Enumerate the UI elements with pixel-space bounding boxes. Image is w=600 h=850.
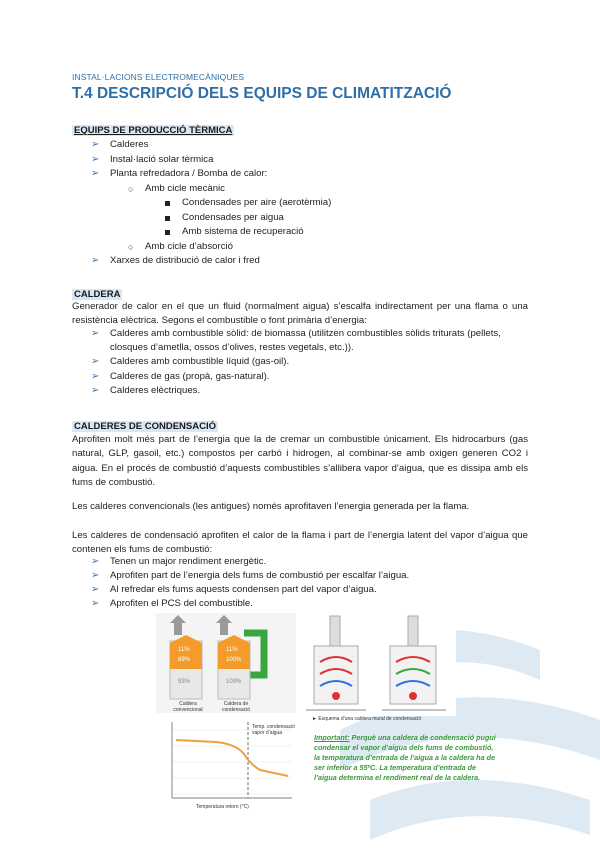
- equips-list: [91, 138, 332, 269]
- important-note: [314, 733, 500, 783]
- condensacio-paragraph-3: Les calderes de condensació aprofiten el calor de la flama i part de l’energia latent del vapor d’aigua que contenen els fums de combustió:: [72, 530, 528, 556]
- arrow-bullet-icon: ➢: [91, 153, 100, 165]
- left-pct-mid: 89%: [178, 657, 191, 663]
- square-bullet-icon: [165, 216, 170, 221]
- list-item: Amb sistema de recuperació: [182, 225, 331, 240]
- wall-boiler-scheme-illustration: [306, 612, 456, 716]
- page-title: T.4 DESCRIPCIÓ DELS EQUIPS DE CLIMATITZACIÓ: [72, 85, 452, 102]
- list-item: ➢ Xarxes de distribució de calor i fred: [110, 254, 331, 269]
- arrow-bullet-icon: ➢: [91, 370, 100, 382]
- list-item: ➢ Instal·lació solar tèrmica: [110, 153, 331, 168]
- condensacio-paragraph-1: Aprofiten molt més part de l’energia que la de cremar un combustible únicament. Els hidrocarburs (gas natural, GLP, gasoil, etc.) compostos per carbó i hidrogen, al combinar-se amb oxigen generen CO2 i aigua. En el procés de combustió d’aquests combustibles s’allibera vapor d’aigua, que es dissipa amb els fums de combustió.: [72, 434, 528, 489]
- condensation-temp-label: Temp. condensació vapor d’aigua: [252, 724, 296, 736]
- arrow-bullet-icon: ➢: [91, 570, 100, 581]
- list-item: ➢ Aprofiten part de l’energia dels fums de combustió per escalfar l’aigua.: [91, 570, 410, 581]
- arrow-bullet-icon: ➢: [91, 139, 100, 150]
- left-pct-bot: 93%: [178, 679, 191, 685]
- right-pct-mid: 100%: [226, 657, 242, 663]
- list-item: ○ Amb cicle mecànic: [145, 182, 331, 197]
- condensacio-paragraph-2: Les calderes convencionals (les antigues) només aprofitaven l’energia generada per la flama.: [72, 501, 470, 512]
- important-text: Perquè una caldera de condensació pugui condensar el vapor d’aigua dels fums de combustió, la temperatura d’entrada de l’aigua a la caldera ha de ser inferior a 55ºC. La temperatura d’entrada de l’aigua determina el rendiment real de la caldera.: [314, 733, 496, 782]
- wall-boiler-caption: ► Esquema d’una caldera mural de condensació: [312, 716, 422, 722]
- list-item: ➢ Calderes amb combustible líquid (gas-oil).: [110, 355, 528, 370]
- arrow-bullet-icon: ➢: [91, 584, 100, 595]
- arrow-bullet-icon: ➢: [91, 556, 100, 567]
- section-title-caldera: CALDERA: [74, 289, 121, 300]
- caldera-intro: Generador de calor en el que un fluid (normalment aigua) s’escalfa indirectament per una flama o una resistència elèctrica. Segons el combustible o font primària d’energia:: [72, 301, 528, 327]
- list-item: Condensades per aigua: [182, 211, 331, 226]
- arrow-bullet-icon: ➢: [91, 168, 100, 179]
- list-item: ➢ Calderes: [110, 138, 331, 153]
- arrow-bullet-icon: ➢: [91, 385, 100, 396]
- circle-bullet-icon: ○: [128, 241, 134, 252]
- efficiency-chart-xlabel: Temperatura retorn (°C): [196, 804, 249, 810]
- list-item: ➢ Al refredar els fums aquests condensen part del vapor d’aigua.: [91, 584, 377, 595]
- boiler-comparison-illustration: [156, 613, 296, 713]
- important-label: Important:: [314, 733, 350, 742]
- list-item: ➢ Calderes amb combustible sòlid: de biomassa (utilitzen combustibles sòlids triturats (pellets, closques d’ametlla, ossos d’olives, restes vegetals, etc.)).: [91, 328, 501, 353]
- list-item: ➢ Calderes de gas (propà, gas-natural).: [110, 370, 528, 385]
- circle-bullet-icon: ○: [128, 183, 134, 194]
- list-item: Condensades per aire (aerotèrmia): [182, 196, 331, 211]
- arrow-bullet-icon: ➢: [91, 356, 100, 367]
- arrow-bullet-icon: ➢: [91, 598, 100, 609]
- arrow-bullet-icon: ➢: [91, 255, 100, 266]
- header-kicker: INSTAL·LACIONS ELECTROMECÀNIQUES: [72, 72, 245, 82]
- right-boiler-label: Caldera de condensació: [221, 701, 251, 713]
- square-bullet-icon: [165, 230, 170, 235]
- caldera-list: [91, 327, 528, 399]
- square-bullet-icon: [165, 201, 170, 206]
- list-item: ○ Amb cicle d’absorció: [145, 240, 331, 255]
- section-title-condensacio: CALDERES DE CONDENSACIÓ: [74, 421, 216, 432]
- list-item: ➢ Tenen un major rendiment energètic.: [91, 556, 267, 567]
- figure-boiler-comparison: [156, 613, 296, 713]
- list-item: ➢ Aprofiten el PCS del combustible.: [91, 598, 253, 609]
- list-item: ➢ Calderes elèctriques.: [110, 384, 528, 399]
- figure-efficiency-chart: [156, 718, 296, 818]
- left-boiler-label: Caldera convencional: [173, 701, 203, 713]
- left-pct-top: 11%: [178, 647, 190, 653]
- right-pct-bot: 109%: [226, 679, 242, 685]
- figure-wall-boiler-scheme: [306, 612, 456, 724]
- section-title-equips: EQUIPS DE PRODUCCIÓ TÈRMICA: [74, 125, 233, 136]
- list-item: ➢ Planta refredadora / Bomba de calor:: [110, 167, 331, 182]
- arrow-bullet-icon: ➢: [91, 328, 100, 339]
- condensacio-list: [91, 555, 410, 611]
- right-pct-top: 11%: [226, 647, 238, 653]
